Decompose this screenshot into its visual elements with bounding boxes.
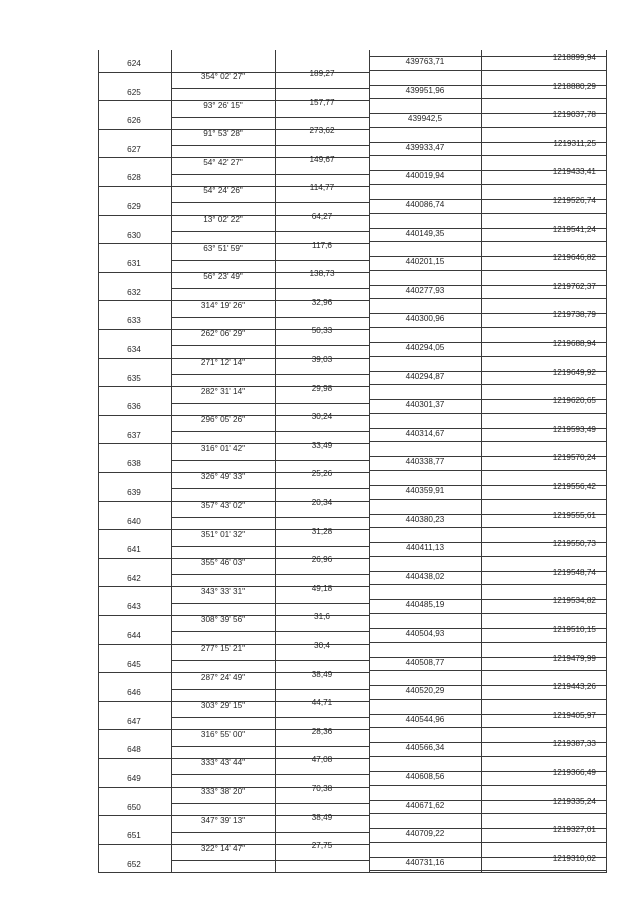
row-rule xyxy=(369,842,607,843)
cell-distance: 64,27 xyxy=(311,212,333,221)
row-rule xyxy=(171,631,369,632)
cell-angle: 308° 39' 56" xyxy=(200,615,246,625)
cell-distance: 189,27 xyxy=(309,69,335,78)
cell-y: 1218899,94 xyxy=(552,53,596,62)
cell-distance: 117,6 xyxy=(312,240,332,250)
cell-distance: 30,24 xyxy=(311,412,333,422)
cell-x: 440086,74 xyxy=(405,200,445,209)
cell-point: 625 xyxy=(127,87,141,97)
row-rule xyxy=(171,717,369,718)
cell-angle: 287° 24' 49" xyxy=(200,672,246,682)
cell-angle: 316° 01' 42" xyxy=(200,443,246,453)
cell-x: 440149,35 xyxy=(405,228,445,238)
cell-y: 1219548,74 xyxy=(552,567,596,577)
cell-x: 440301,37 xyxy=(405,400,445,410)
cell-point: 634 xyxy=(127,345,141,354)
cell-y: 1219534,82 xyxy=(552,596,596,606)
row-rule xyxy=(171,774,369,775)
cell-point: 635 xyxy=(127,373,141,383)
cell-y: 1219593,49 xyxy=(552,424,596,434)
cell-x: 440300,96 xyxy=(405,314,445,324)
row-rule xyxy=(171,231,369,232)
cell-angle: 13° 02' 22" xyxy=(203,215,243,224)
cell-point: 630 xyxy=(127,230,141,240)
cell-y: 1219310,02 xyxy=(552,853,596,863)
row-rule xyxy=(369,413,607,414)
row-rule xyxy=(171,546,369,547)
row-rule xyxy=(171,574,369,575)
table-bottom-rule xyxy=(98,872,607,873)
cell-y: 1219387,33 xyxy=(552,739,596,749)
cell-point: 631 xyxy=(127,259,141,269)
cell-x: 439933,47 xyxy=(405,142,445,152)
cell-angle: 54° 42' 27" xyxy=(203,157,243,167)
cell-angle: 262° 06' 29" xyxy=(200,329,246,339)
cell-distance: 38,49 xyxy=(311,669,333,679)
cell-x: 440201,15 xyxy=(405,257,445,267)
cell-angle: 316° 55' 00" xyxy=(200,729,246,739)
cell-y: 1219556,42 xyxy=(552,482,596,491)
row-rule xyxy=(171,117,369,118)
cell-x: 440359,91 xyxy=(405,486,445,495)
row-rule xyxy=(171,403,369,404)
cell-y: 1219433,41 xyxy=(552,167,596,177)
cell-x: 440566,34 xyxy=(405,743,445,753)
cell-angle: 322° 14' 47" xyxy=(200,844,246,854)
cell-distance: 32,96 xyxy=(311,297,333,307)
row-rule xyxy=(369,98,607,99)
cell-x: 440731,16 xyxy=(405,857,445,867)
cell-point: 644 xyxy=(127,631,141,640)
row-rule xyxy=(171,746,369,747)
cell-y: 1219479,99 xyxy=(552,653,596,663)
cell-point: 637 xyxy=(127,430,141,440)
cell-y: 1219646,82 xyxy=(552,253,596,263)
cell-x: 440338,77 xyxy=(405,457,445,467)
cell-x: 440294,87 xyxy=(405,371,445,381)
cell-y: 1219620,65 xyxy=(552,396,596,406)
cell-angle: 357° 43' 02" xyxy=(200,501,246,510)
row-rule xyxy=(369,184,607,185)
cell-angle: 333° 38' 20" xyxy=(200,787,246,796)
row-rule xyxy=(369,699,607,700)
cell-point: 624 xyxy=(127,59,141,68)
cell-distance: 39,03 xyxy=(311,355,333,364)
row-rule xyxy=(369,527,607,528)
cell-x: 439951,96 xyxy=(405,85,445,95)
cell-angle: 326° 49' 33" xyxy=(200,472,246,482)
row-rule xyxy=(171,603,369,604)
cell-point: 643 xyxy=(127,602,141,612)
cell-angle: 277° 15' 21" xyxy=(200,644,246,653)
row-rule xyxy=(369,384,607,385)
row-rule xyxy=(171,260,369,261)
cell-x: 439942,5 xyxy=(407,114,443,124)
cell-point: 629 xyxy=(127,202,141,211)
cell-x: 440411,13 xyxy=(405,543,445,553)
cell-point: 642 xyxy=(127,573,141,583)
cell-point: 652 xyxy=(127,859,141,869)
cell-distance: 38,49 xyxy=(311,812,333,822)
cell-angle: 347° 39' 13" xyxy=(200,815,246,825)
cell-point: 648 xyxy=(127,745,141,755)
cell-distance: 273,62 xyxy=(309,126,335,136)
cell-y: 1219335,24 xyxy=(552,796,596,806)
row-rule xyxy=(171,145,369,146)
cell-point: 626 xyxy=(127,116,141,126)
row-rule xyxy=(369,270,607,271)
cell-x: 440485,19 xyxy=(405,600,445,610)
cell-y: 1219037,78 xyxy=(552,110,596,120)
cell-point: 651 xyxy=(127,831,141,841)
cell-distance: 33,49 xyxy=(311,440,333,450)
row-rule xyxy=(171,345,369,346)
cell-y: 1219550,73 xyxy=(552,539,596,549)
cell-angle: 355° 46' 03" xyxy=(200,558,246,568)
cell-x: 440608,56 xyxy=(405,772,445,781)
row-rule xyxy=(171,832,369,833)
cell-distance: 31,28 xyxy=(311,526,333,536)
cell-y: 1219570,24 xyxy=(552,453,596,463)
row-rule xyxy=(369,213,607,214)
cell-y: 1219738,79 xyxy=(552,310,596,320)
cell-point: 646 xyxy=(127,688,141,698)
cell-y: 1219327,01 xyxy=(552,825,596,835)
cell-point: 627 xyxy=(127,144,141,154)
cell-y: 1219649,92 xyxy=(552,367,596,377)
cell-x: 440314,67 xyxy=(405,428,445,438)
cell-x: 440709,22 xyxy=(405,829,445,839)
row-rule xyxy=(369,70,607,71)
cell-angle: 343° 33' 31" xyxy=(200,586,246,596)
row-rule xyxy=(171,460,369,461)
row-rule xyxy=(369,556,607,557)
row-rule xyxy=(369,441,607,442)
cell-distance: 29,98 xyxy=(311,383,333,393)
row-rule xyxy=(171,517,369,518)
cell-x: 440508,77 xyxy=(405,657,445,667)
cell-angle: 354° 02' 27" xyxy=(200,72,246,81)
row-rule xyxy=(171,488,369,489)
cell-point: 638 xyxy=(127,459,141,469)
row-rule xyxy=(171,317,369,318)
row-rule xyxy=(369,813,607,814)
cell-x: 440671,62 xyxy=(405,800,445,810)
cell-angle: 314° 19' 26" xyxy=(200,300,246,310)
cell-y: 1219311,25 xyxy=(553,138,596,148)
cell-distance: 49,18 xyxy=(311,583,333,593)
row-rule xyxy=(171,689,369,690)
row-rule xyxy=(171,174,369,175)
cell-y: 1219405,97 xyxy=(552,710,596,720)
cell-distance: 25,26 xyxy=(311,469,333,479)
cell-y: 1219510,15 xyxy=(552,625,596,634)
cell-distance: 50,33 xyxy=(311,326,333,336)
cell-distance: 44,71 xyxy=(311,698,333,708)
row-rule xyxy=(171,660,369,661)
cell-distance: 20,34 xyxy=(311,498,333,507)
cell-angle: 282° 31' 14" xyxy=(200,386,246,396)
row-rule xyxy=(369,642,607,643)
row-rule xyxy=(369,470,607,471)
cell-angle: 271° 12' 14" xyxy=(200,358,246,367)
cell-distance: 26,96 xyxy=(311,555,333,565)
cell-y: 1219762,37 xyxy=(552,281,596,291)
cell-point: 633 xyxy=(127,316,141,326)
row-rule xyxy=(369,613,607,614)
cell-x: 440544,96 xyxy=(405,714,445,724)
cell-point: 641 xyxy=(127,545,141,555)
row-rule xyxy=(369,727,607,728)
row-rule xyxy=(171,374,369,375)
row-rule xyxy=(369,756,607,757)
cell-point: 640 xyxy=(127,516,141,526)
cell-angle: 54° 24' 26" xyxy=(203,186,243,196)
cell-point: 628 xyxy=(127,173,141,183)
cell-x: 440520,29 xyxy=(405,686,445,696)
row-rule xyxy=(171,88,369,89)
row-rule xyxy=(369,155,607,156)
cell-angle: 303° 29' 15" xyxy=(200,701,246,711)
cell-x: 440019,94 xyxy=(405,171,445,181)
row-rule xyxy=(171,288,369,289)
row-rule xyxy=(369,499,607,500)
cell-y: 1219541,24 xyxy=(552,224,596,234)
cell-distance: 157,77 xyxy=(309,97,335,107)
row-rule xyxy=(369,356,607,357)
row-rule xyxy=(171,803,369,804)
cell-angle: 91° 53' 28" xyxy=(203,129,243,139)
row-rule xyxy=(369,327,607,328)
cell-point: 645 xyxy=(127,659,141,669)
row-rule xyxy=(369,584,607,585)
cell-y: 1219526,74 xyxy=(552,196,596,205)
cell-y: 1219688,94 xyxy=(552,339,596,348)
cell-y: 1219443,26 xyxy=(552,682,596,692)
cell-y: 1218880,29 xyxy=(552,81,596,91)
column-rule xyxy=(606,50,607,872)
cell-x: 440380,23 xyxy=(405,514,445,524)
cell-x: 439763,71 xyxy=(405,57,445,66)
cell-x: 440294,05 xyxy=(405,343,445,352)
cell-point: 632 xyxy=(127,287,141,297)
cell-angle: 63° 51' 59" xyxy=(203,243,243,253)
cell-distance: 30,4 xyxy=(314,641,330,650)
cell-point: 650 xyxy=(127,802,141,812)
cell-distance: 138,73 xyxy=(309,269,335,279)
cell-angle: 56° 23' 49" xyxy=(203,272,243,282)
cell-angle: 333° 43' 44" xyxy=(200,758,246,768)
cell-x: 440438,02 xyxy=(405,571,445,581)
cell-y: 1219366,49 xyxy=(552,768,596,777)
row-rule xyxy=(171,202,369,203)
row-rule xyxy=(369,298,607,299)
cell-point: 647 xyxy=(127,716,141,726)
cell-distance: 27,75 xyxy=(311,841,333,851)
cell-point: 636 xyxy=(127,402,141,412)
cell-distance: 149,67 xyxy=(309,154,335,164)
cell-point: 639 xyxy=(127,488,141,497)
row-rule xyxy=(171,860,369,861)
row-rule xyxy=(369,785,607,786)
cell-distance: 31,6 xyxy=(314,612,330,622)
cell-distance: 28,36 xyxy=(311,726,333,736)
cell-angle: 296° 05' 26" xyxy=(200,415,246,425)
row-rule xyxy=(369,241,607,242)
row-rule xyxy=(369,670,607,671)
cell-angle: 351° 01' 32" xyxy=(200,529,246,539)
cell-distance: 114,77 xyxy=(309,183,335,193)
cell-x: 440504,93 xyxy=(405,629,445,638)
cell-distance: 47,08 xyxy=(311,755,333,765)
cell-point: 649 xyxy=(127,774,141,783)
cell-distance: 70,38 xyxy=(311,784,333,793)
row-rule xyxy=(171,431,369,432)
cell-y: 1219555,61 xyxy=(552,510,596,520)
cell-angle: 93° 26' 15" xyxy=(203,100,243,110)
row-rule xyxy=(369,127,607,128)
cell-x: 440277,93 xyxy=(405,285,445,295)
